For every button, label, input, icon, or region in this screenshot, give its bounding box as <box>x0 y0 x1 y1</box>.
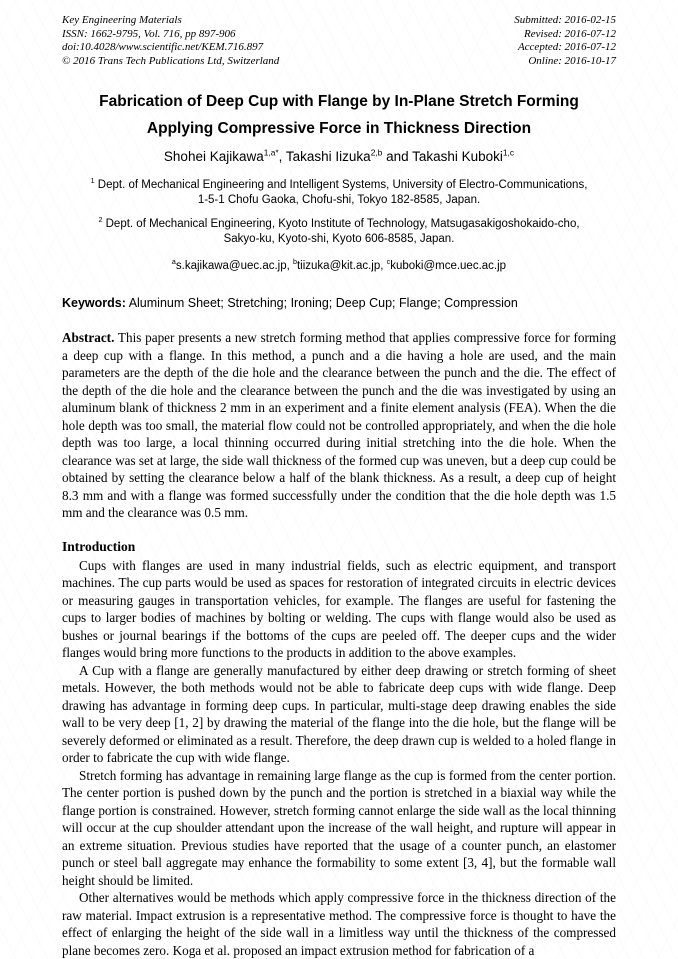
author-affiliation-marker: 2,b <box>370 147 383 158</box>
email-marker: b <box>293 258 297 267</box>
introduction-paragraph-4: Other alternatives would be methods which apply compressive force in the thickness direction of the raw material. Impact extrusion is a representative method. The compressive force is thought to have the effect of enlarging the height of the side wall in a limitless way until the thickness of the compressed plane becomes zero. Koga et al. proposed an impact extrusion method for fabrication of a <box>62 890 616 958</box>
email-address: kuboki@mce.uec.ac.jp <box>390 260 507 272</box>
affiliation-marker: 2 <box>98 216 103 225</box>
author-affiliation-marker: 1,c <box>502 147 515 158</box>
author-emails <box>62 259 616 274</box>
date-online: Online: 2016-10-17 <box>528 54 616 67</box>
author-name: , Takashi Iizuka <box>278 149 371 164</box>
affiliation-2-line1: $^2$ Dept. of Mechanical Engineering, Kyoto Institute of Technology, Matsugasakigoshokaido-cho, <box>98 216 580 230</box>
abstract-text: This paper presents a new stretch forming method that applies compressive force for forming a deep cup with a flange. In this method, a punch and a die having a hole are used, and the main parameters are the depth of the die hole and the clearance between the punch and the die. The effect of the depth of the die hole and the clearance between the punch and the die was investigated by using an aluminum blank of thickness 2 mm in an experiment and a finite element analysis (FEA). When the die hole depth was too small, the material flow could not be controlled appropriately, and when the die hole depth was too large, a local thinning occurred during initial stretching into the die hole. When the clearance was set at large, the side wall thickness of the formed cup was uneven, but a deep cup could be obtained by setting the clearance below a half of the blank thickness. As a result, a deep cup of height 8.3 mm and with a flange was formed successfully under the condition that the die hole depth was 1.5 mm and the clearance was 0.5 mm. <box>62 330 616 520</box>
affiliation-2 <box>62 217 616 247</box>
journal-info <box>62 14 279 68</box>
journal-header <box>62 14 616 68</box>
author-name: Shohei Kajikawa <box>163 149 264 164</box>
affiliations <box>62 178 616 247</box>
introduction-paragraph-3: Stretch forming has advantage in remaining large flange as the cup is formed from the center portion. The center portion is pushed down by the punch and the portion is stretched in a biaxial way while the flange portion is constrained. However, stretch forming cannot enlarge the side wall as the local thinning will occur at the cup shoulder attendant upon the increase of the wall height, and rupture will appear in an extreme situation. Previous studies have reported that the usage of a counter punch, an elastomer punch or steel ball aggregate may enhance the formability to some extent [3, 4], but the formable wall height should be limited. <box>62 767 616 888</box>
author-name: and Takashi Kuboki <box>382 149 503 164</box>
journal-issn-volume: ISSN: 1662-9795, Vol. 716, pp 897-906 <box>62 27 236 40</box>
introduction-paragraph-1: Cups with flanges are used in many industrial fields, such as electric equipment, and transport machines. The cup parts would be used as spaces for restoration of integrated circuits in electric devices or measuring gauges in transportation vehicles, for example. The flanges are useful for fastening the cups to larger bodies of machines by bolting or welding. The cups with flange would also be used as bushes or journal bearings if the bottoms of the cups are peeled off. The deeper cups and the wider flanges would bring more functions to the products in addition to the above examples. <box>62 557 616 660</box>
email-address: s.kajikawa@uec.ac.jp, <box>175 260 294 272</box>
submission-dates <box>514 14 616 68</box>
abstract-label: Abstract. <box>62 330 115 345</box>
journal-name: Key Engineering Materials <box>62 14 182 26</box>
keywords-line <box>62 295 616 311</box>
date-accepted: Accepted: 2016-07-12 <box>517 41 616 53</box>
email-marker: c <box>386 258 391 267</box>
author-line <box>62 147 616 166</box>
affiliation-2-line2: Sakyo-ku, Kyoto-shi, Kyoto 606-8585, Japan. <box>223 233 455 245</box>
section-heading-introduction: Introduction <box>62 538 136 554</box>
paper-title-line1: Fabrication of Deep Cup with Flange by In-Plane Stretch Forming <box>99 93 579 110</box>
date-revised: Revised: 2016-07-12 <box>524 27 616 40</box>
paper-title-line2: Applying Compressive Force in Thickness Direction <box>146 120 532 137</box>
journal-copyright: © 2016 Trans Tech Publications Ltd, Switzerland <box>62 54 280 67</box>
keywords-text: Aluminum Sheet; Stretching; Ironing; Deep Cup; Flange; Compression <box>125 296 518 310</box>
affiliation-1-line1: $^1$ Dept. of Mechanical Engineering and Intelligent Systems, University of Electro-Communications, <box>90 177 588 191</box>
date-submitted: Submitted: 2016-02-15 <box>514 14 616 26</box>
keywords-label: Keywords: <box>62 296 126 310</box>
email-address: tiizuka@kit.ac.jp, <box>296 260 387 272</box>
affiliation-marker: 1 <box>90 177 95 186</box>
affiliation-1-line2: 1-5-1 Chofu Gaoka, Chofu-shi, Tokyo 182-8585, Japan. <box>197 194 481 206</box>
paper-title <box>62 88 616 142</box>
affiliation-1 <box>62 178 616 208</box>
abstract-paragraph <box>62 329 616 522</box>
introduction-paragraph-2: A Cup with a flange are generally manufactured by either deep drawing or stretch forming of sheet metals. However, the both methods would not be able to fabricate deep cups with wide flange. Deep drawing has advantage in forming deep cups. In particular, multi-stage deep drawing enables the side wall to be very deep [1, 2] by drawing the material of the flange into the die hole, but the flange will be severely deformed or eliminated as a result. Therefore, the deep drawn cup is welded to a holed flange in order to fabricate the cup with wide flange. <box>62 662 616 765</box>
journal-doi: doi:10.4028/www.scientific.net/KEM.716.897 <box>62 41 264 53</box>
author-affiliation-marker: 1,a* <box>263 147 279 158</box>
email-marker: a <box>171 258 176 267</box>
